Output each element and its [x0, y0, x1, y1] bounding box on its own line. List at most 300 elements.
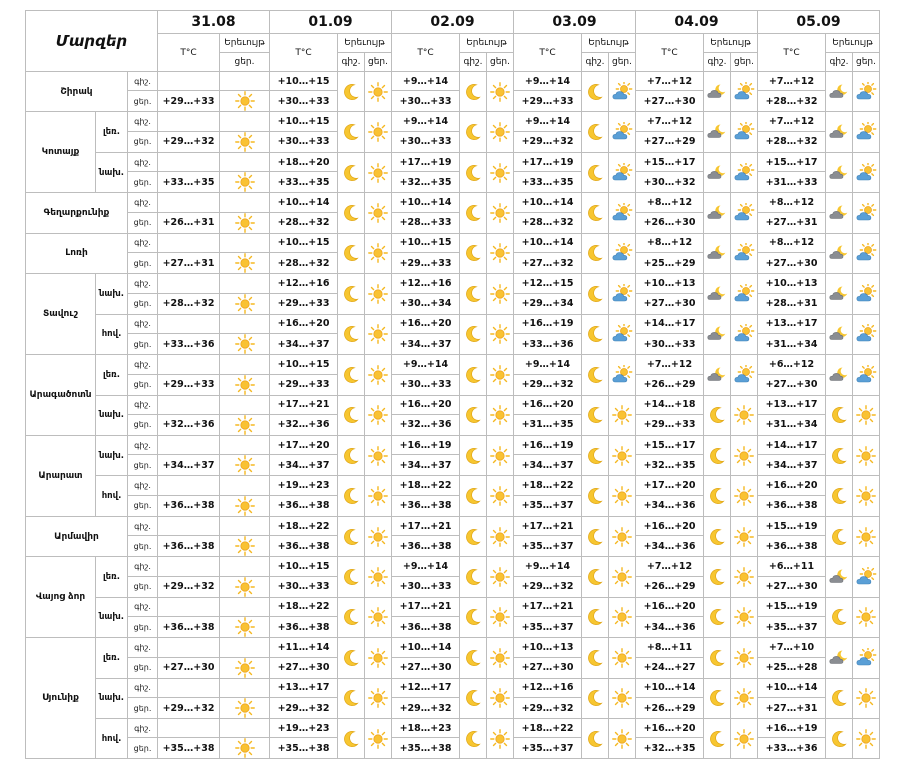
- night-label: գիշ.: [128, 435, 158, 454]
- cloud-moon-icon: [826, 72, 853, 112]
- sun-icon: [487, 678, 514, 718]
- moon-icon: [582, 233, 609, 273]
- zone-name: լեռ.: [96, 355, 128, 395]
- day-temp: +30…+33: [392, 91, 460, 112]
- sun-icon: [609, 678, 636, 718]
- night-temp: [158, 638, 220, 657]
- night-temp: +13…+17: [270, 678, 338, 697]
- moon-icon: [582, 435, 609, 475]
- sun-icon: [220, 253, 270, 274]
- empty-icon: [220, 274, 270, 293]
- day-temp: +33…+36: [158, 334, 220, 355]
- sun-icon: [731, 719, 758, 759]
- table-row: [26, 314, 880, 333]
- sun-cloud-icon: [853, 274, 880, 314]
- moon-icon: [460, 152, 487, 192]
- region-name: Տավուշ: [26, 274, 96, 355]
- region-name: Գեղարքունիք: [26, 193, 128, 233]
- forecast-table: [25, 10, 880, 759]
- moon-icon: [460, 233, 487, 273]
- sun-cloud-icon: [853, 638, 880, 678]
- zone-name: լեռ.: [96, 638, 128, 678]
- region-name: Արմավիր: [26, 516, 128, 556]
- moon-icon: [582, 597, 609, 637]
- night-temp: +7…+12: [758, 72, 826, 91]
- night-temp: +18…+22: [270, 597, 338, 616]
- empty-icon: [220, 516, 270, 535]
- sun-icon: [220, 414, 270, 435]
- sun-cloud-icon: [731, 314, 758, 354]
- night-temp: +9…+14: [392, 72, 460, 91]
- night-temp: +9…+14: [514, 557, 582, 576]
- sun-cloud-icon: [853, 72, 880, 112]
- moon-icon: [826, 719, 853, 759]
- sun-icon: [487, 395, 514, 435]
- sun-cloud-icon: [731, 274, 758, 314]
- night-temp: +18…+22: [514, 476, 582, 495]
- zone-name: հով.: [96, 476, 128, 516]
- night-temp: [158, 112, 220, 131]
- day-temp: +34…+36: [636, 536, 704, 557]
- cloud-moon-icon: [704, 193, 731, 233]
- day-temp: +30…+33: [270, 91, 338, 112]
- night-label: գիշ.: [128, 233, 158, 252]
- moon-icon: [338, 678, 365, 718]
- day-temp: +35…+37: [514, 738, 582, 759]
- sun-icon: [365, 678, 392, 718]
- moon-icon: [460, 638, 487, 678]
- empty-icon: [220, 435, 270, 454]
- sun-icon: [220, 698, 270, 719]
- regions-header: Մարզեր: [26, 11, 158, 72]
- day-header: ցեր.: [609, 53, 636, 72]
- region-name: Շիրակ: [26, 72, 128, 112]
- zone-name: նախ.: [96, 152, 128, 192]
- day-temp: +36…+38: [392, 536, 460, 557]
- day-temp: +34…+36: [636, 495, 704, 516]
- night-temp: [158, 678, 220, 697]
- night-temp: +10…+13: [636, 274, 704, 293]
- sun-icon: [220, 455, 270, 476]
- moon-icon: [460, 557, 487, 597]
- sun-icon: [365, 233, 392, 273]
- day-temp: +27…+30: [636, 91, 704, 112]
- temp-header: T°C: [636, 34, 704, 72]
- zone-name: լեռ.: [96, 557, 128, 597]
- day-temp: +30…+33: [392, 131, 460, 152]
- sun-icon: [731, 516, 758, 556]
- sun-icon: [487, 476, 514, 516]
- day-temp: +31…+34: [758, 414, 826, 435]
- moon-icon: [582, 476, 609, 516]
- moon-icon: [704, 597, 731, 637]
- day-temp: +29…+33: [158, 91, 220, 112]
- sun-cloud-icon: [853, 314, 880, 354]
- phenomenon-header: Երեւույթ: [338, 34, 392, 53]
- empty-icon: [220, 597, 270, 616]
- day-temp: +33…+35: [158, 172, 220, 193]
- temp-header: T°C: [514, 34, 582, 72]
- sun-icon: [731, 678, 758, 718]
- night-temp: +18…+20: [270, 152, 338, 171]
- phenomenon-header: Երեւույթ: [704, 34, 758, 53]
- day-temp: +33…+36: [514, 334, 582, 355]
- table-row: [26, 557, 880, 576]
- day-temp: +28…+33: [392, 212, 460, 233]
- phenomenon-header: Երեւույթ: [220, 34, 270, 53]
- sun-icon: [220, 131, 270, 152]
- sun-cloud-icon: [609, 274, 636, 314]
- night-temp: +10…+13: [758, 274, 826, 293]
- night-temp: +9…+14: [392, 557, 460, 576]
- day-temp: +26…+31: [158, 212, 220, 233]
- sun-icon: [731, 597, 758, 637]
- sun-icon: [487, 314, 514, 354]
- night-label: գիշ.: [128, 395, 158, 414]
- night-temp: +19…+23: [270, 476, 338, 495]
- table-row: [26, 274, 880, 293]
- night-temp: +10…+15: [270, 72, 338, 91]
- sun-icon: [487, 152, 514, 192]
- sun-icon: [487, 355, 514, 395]
- sun-icon: [365, 355, 392, 395]
- sun-icon: [220, 495, 270, 516]
- zone-name: հով.: [96, 314, 128, 354]
- sun-cloud-icon: [609, 112, 636, 152]
- night-temp: [158, 193, 220, 212]
- night-label: գիշ.: [128, 719, 158, 738]
- cloud-moon-icon: [704, 72, 731, 112]
- empty-icon: [220, 557, 270, 576]
- day-header: ցեր.: [487, 53, 514, 72]
- day-temp: +29…+32: [158, 131, 220, 152]
- day-header: ցեր.: [365, 53, 392, 72]
- night-temp: +7…+12: [636, 72, 704, 91]
- sun-icon: [365, 193, 392, 233]
- day-temp: +27…+30: [270, 657, 338, 678]
- day-label: ցեր.: [128, 576, 158, 597]
- date-header: 31.08: [158, 11, 270, 34]
- moon-icon: [338, 638, 365, 678]
- cloud-moon-icon: [826, 314, 853, 354]
- moon-icon: [338, 516, 365, 556]
- moon-icon: [826, 395, 853, 435]
- night-temp: +18…+22: [392, 476, 460, 495]
- empty-icon: [220, 112, 270, 131]
- night-temp: +12…+15: [514, 274, 582, 293]
- cloud-moon-icon: [704, 112, 731, 152]
- night-label: գիշ.: [128, 557, 158, 576]
- table-row: [26, 597, 880, 616]
- day-temp: +27…+31: [158, 253, 220, 274]
- day-temp: +29…+32: [158, 576, 220, 597]
- night-temp: +16…+20: [636, 597, 704, 616]
- night-temp: [158, 355, 220, 374]
- night-temp: [158, 597, 220, 616]
- night-temp: +9…+14: [514, 72, 582, 91]
- day-label: ցեր.: [128, 334, 158, 355]
- moon-icon: [826, 516, 853, 556]
- sun-cloud-icon: [609, 355, 636, 395]
- moon-icon: [582, 112, 609, 152]
- day-temp: +29…+32: [514, 131, 582, 152]
- cloud-moon-icon: [826, 274, 853, 314]
- table-row: [26, 638, 880, 657]
- day-temp: +28…+32: [270, 212, 338, 233]
- sun-cloud-icon: [853, 557, 880, 597]
- night-label: գիշ.: [128, 638, 158, 657]
- sun-icon: [365, 112, 392, 152]
- day-temp: +29…+33: [158, 374, 220, 395]
- empty-icon: [220, 638, 270, 657]
- sun-icon: [853, 719, 880, 759]
- empty-icon: [220, 678, 270, 697]
- night-temp: +12…+16: [270, 274, 338, 293]
- night-temp: [158, 72, 220, 91]
- night-temp: +17…+21: [514, 516, 582, 535]
- night-temp: +16…+20: [758, 476, 826, 495]
- night-temp: [158, 516, 220, 535]
- sun-icon: [365, 476, 392, 516]
- day-temp: +30…+34: [392, 293, 460, 314]
- cloud-moon-icon: [704, 355, 731, 395]
- table-row: [26, 193, 880, 212]
- sun-cloud-icon: [731, 72, 758, 112]
- date-header: 04.09: [636, 11, 758, 34]
- night-temp: +12…+16: [514, 678, 582, 697]
- day-temp: +32…+36: [392, 414, 460, 435]
- night-temp: +10…+14: [392, 193, 460, 212]
- night-temp: [158, 435, 220, 454]
- moon-icon: [582, 678, 609, 718]
- cloud-moon-icon: [704, 233, 731, 273]
- day-temp: +36…+38: [392, 617, 460, 638]
- night-temp: +17…+21: [270, 395, 338, 414]
- zone-name: հով.: [96, 719, 128, 759]
- moon-icon: [460, 435, 487, 475]
- night-temp: [158, 233, 220, 252]
- moon-icon: [704, 476, 731, 516]
- night-temp: +9…+14: [392, 355, 460, 374]
- night-header: գիշ.: [826, 53, 853, 72]
- day-temp: +34…+37: [392, 334, 460, 355]
- sun-cloud-icon: [609, 233, 636, 273]
- day-label: ցեր.: [128, 536, 158, 557]
- day-temp: +27…+29: [636, 131, 704, 152]
- moon-icon: [338, 72, 365, 112]
- empty-icon: [220, 476, 270, 495]
- moon-icon: [582, 72, 609, 112]
- day-temp: +32…+35: [392, 172, 460, 193]
- day-temp: +33…+36: [758, 738, 826, 759]
- day-temp: +27…+30: [514, 657, 582, 678]
- moon-icon: [826, 678, 853, 718]
- day-temp: +28…+32: [270, 253, 338, 274]
- sun-icon: [487, 638, 514, 678]
- empty-icon: [220, 395, 270, 414]
- day-temp: +36…+38: [270, 536, 338, 557]
- night-temp: +15…+17: [636, 435, 704, 454]
- night-temp: +16…+20: [636, 719, 704, 738]
- empty-icon: [220, 314, 270, 333]
- night-temp: +10…+13: [514, 638, 582, 657]
- cloud-moon-icon: [704, 314, 731, 354]
- day-temp: +25…+28: [758, 657, 826, 678]
- sun-icon: [365, 719, 392, 759]
- moon-icon: [338, 152, 365, 192]
- day-temp: +34…+37: [514, 455, 582, 476]
- day-temp: +36…+38: [270, 617, 338, 638]
- date-header: 03.09: [514, 11, 636, 34]
- sun-icon: [365, 516, 392, 556]
- day-temp: +27…+30: [392, 657, 460, 678]
- sun-icon: [487, 193, 514, 233]
- phenomenon-header: Երեւույթ: [460, 34, 514, 53]
- day-temp: +36…+38: [392, 495, 460, 516]
- day-label: ցեր.: [128, 212, 158, 233]
- sun-cloud-icon: [731, 233, 758, 273]
- table-row: [26, 516, 880, 535]
- night-temp: +17…+21: [392, 516, 460, 535]
- cloud-moon-icon: [826, 557, 853, 597]
- sun-icon: [731, 638, 758, 678]
- night-temp: +19…+23: [270, 719, 338, 738]
- sun-icon: [487, 597, 514, 637]
- night-header: գիշ.: [338, 53, 365, 72]
- moon-icon: [338, 112, 365, 152]
- zone-name: նախ.: [96, 597, 128, 637]
- day-temp: +34…+37: [270, 455, 338, 476]
- day-temp: +36…+38: [158, 495, 220, 516]
- day-temp: +28…+32: [514, 212, 582, 233]
- night-temp: +10…+14: [270, 193, 338, 212]
- night-temp: [158, 395, 220, 414]
- night-temp: +8…+12: [758, 193, 826, 212]
- day-temp: +34…+37: [758, 455, 826, 476]
- empty-icon: [220, 233, 270, 252]
- sun-icon: [365, 395, 392, 435]
- sun-icon: [853, 476, 880, 516]
- cloud-moon-icon: [826, 355, 853, 395]
- moon-icon: [460, 476, 487, 516]
- day-temp: +29…+33: [636, 414, 704, 435]
- night-temp: +13…+17: [758, 314, 826, 333]
- sun-icon: [853, 516, 880, 556]
- night-temp: +10…+15: [270, 355, 338, 374]
- day-label: ցեր.: [128, 738, 158, 759]
- night-temp: +16…+19: [392, 435, 460, 454]
- night-temp: +10…+14: [636, 678, 704, 697]
- day-label: ցեր.: [128, 172, 158, 193]
- day-temp: +35…+37: [514, 617, 582, 638]
- day-temp: +32…+35: [636, 738, 704, 759]
- sun-icon: [220, 334, 270, 355]
- moon-icon: [338, 476, 365, 516]
- night-temp: +18…+22: [270, 516, 338, 535]
- day-temp: +36…+38: [758, 495, 826, 516]
- night-label: գիշ.: [128, 314, 158, 333]
- sun-icon: [731, 395, 758, 435]
- sun-icon: [365, 72, 392, 112]
- night-label: գիշ.: [128, 193, 158, 212]
- night-temp: +10…+14: [514, 193, 582, 212]
- region-name: Վայոց ձոր: [26, 557, 96, 638]
- night-temp: +6…+12: [758, 355, 826, 374]
- day-temp: +33…+35: [270, 172, 338, 193]
- night-label: գիշ.: [128, 597, 158, 616]
- night-temp: +15…+17: [636, 152, 704, 171]
- sun-icon: [365, 597, 392, 637]
- sun-icon: [853, 395, 880, 435]
- night-temp: +18…+22: [514, 719, 582, 738]
- day-temp: +26…+30: [636, 212, 704, 233]
- sun-icon: [487, 719, 514, 759]
- day-temp: +32…+35: [636, 455, 704, 476]
- region-name: Լոռի: [26, 233, 128, 273]
- moon-icon: [338, 274, 365, 314]
- sun-cloud-icon: [853, 152, 880, 192]
- day-label: ցեր.: [128, 91, 158, 112]
- sun-icon: [853, 597, 880, 637]
- phenomenon-header: Երեւույթ: [826, 34, 880, 53]
- zone-name: նախ.: [96, 274, 128, 314]
- day-temp: +29…+33: [514, 91, 582, 112]
- day-temp: +29…+34: [514, 293, 582, 314]
- sun-icon: [220, 576, 270, 597]
- night-temp: +17…+21: [514, 597, 582, 616]
- day-temp: +27…+30: [636, 293, 704, 314]
- cloud-moon-icon: [826, 112, 853, 152]
- moon-icon: [460, 719, 487, 759]
- day-temp: +26…+29: [636, 374, 704, 395]
- night-label: գիշ.: [128, 516, 158, 535]
- sun-cloud-icon: [731, 112, 758, 152]
- sun-icon: [220, 374, 270, 395]
- night-temp: +8…+11: [636, 638, 704, 657]
- day-temp: +34…+37: [392, 455, 460, 476]
- moon-icon: [582, 193, 609, 233]
- day-temp: +36…+38: [758, 536, 826, 557]
- cloud-moon-icon: [704, 274, 731, 314]
- sun-icon: [609, 476, 636, 516]
- day-temp: +27…+30: [758, 374, 826, 395]
- day-temp: +35…+37: [758, 617, 826, 638]
- sun-icon: [220, 172, 270, 193]
- sun-cloud-icon: [731, 355, 758, 395]
- moon-icon: [582, 516, 609, 556]
- sun-icon: [609, 597, 636, 637]
- night-temp: +9…+14: [514, 112, 582, 131]
- moon-icon: [338, 233, 365, 273]
- day-temp: +32…+36: [270, 414, 338, 435]
- day-temp: +29…+32: [158, 698, 220, 719]
- table-row: [26, 719, 880, 738]
- night-temp: [158, 476, 220, 495]
- moon-icon: [582, 152, 609, 192]
- day-label: ցեր.: [128, 131, 158, 152]
- sun-icon: [365, 557, 392, 597]
- sun-icon: [365, 152, 392, 192]
- date-header: 02.09: [392, 11, 514, 34]
- day-temp: +34…+37: [270, 334, 338, 355]
- cloud-moon-icon: [826, 152, 853, 192]
- night-temp: +8…+12: [758, 233, 826, 252]
- night-temp: +14…+18: [636, 395, 704, 414]
- sun-icon: [220, 293, 270, 314]
- moon-icon: [582, 557, 609, 597]
- day-temp: +29…+32: [392, 698, 460, 719]
- night-temp: +10…+15: [270, 112, 338, 131]
